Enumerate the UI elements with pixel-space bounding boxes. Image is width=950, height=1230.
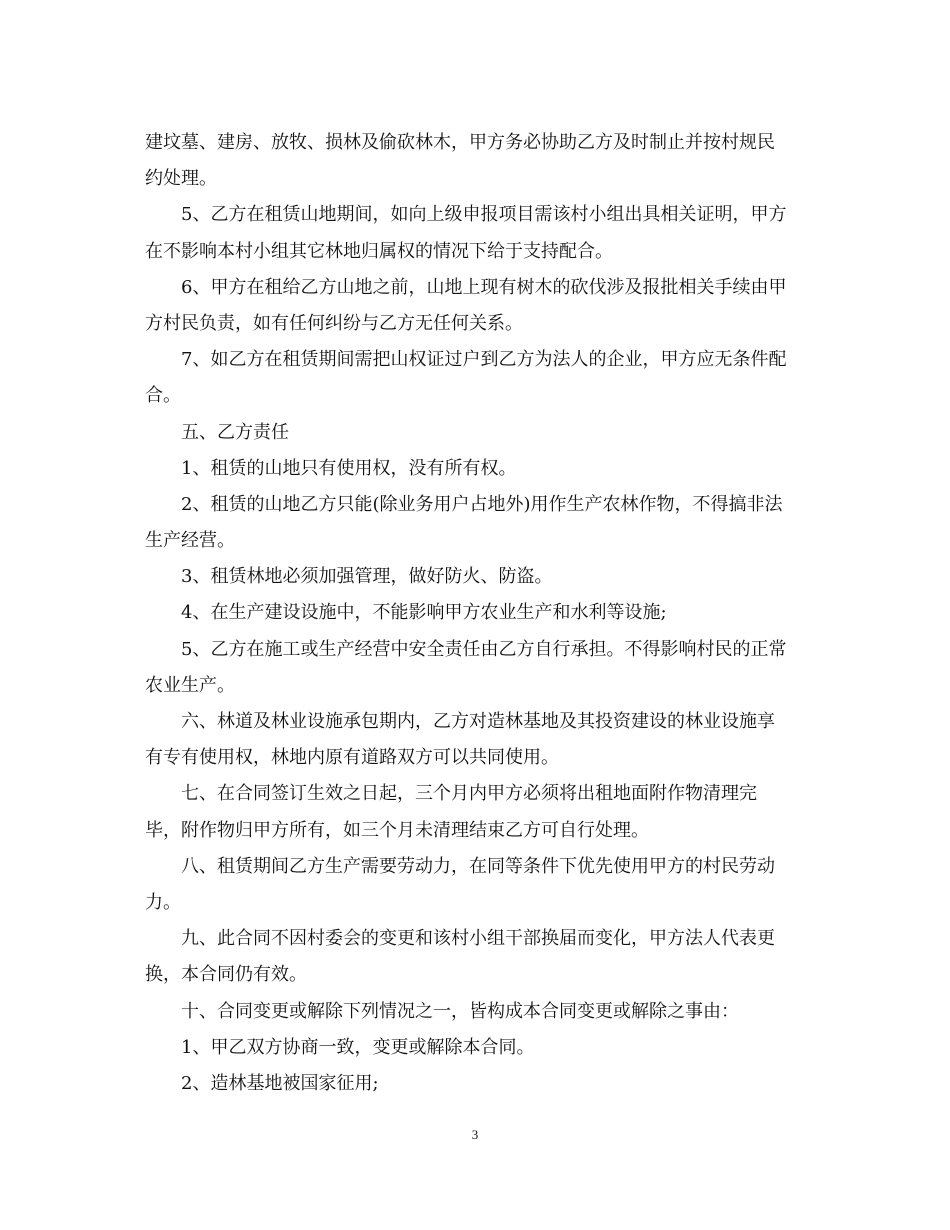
text-line: 1、租赁的山地只有使用权，没有所有权。 — [181, 457, 517, 479]
text-line: 八、租赁期间乙方生产需要劳动力，在同等条件下优先使用甲方的村民劳动 — [181, 855, 775, 877]
page-number: 3 — [471, 1127, 479, 1142]
text-line: 生产经营。 — [145, 530, 235, 552]
document-body — [145, 125, 805, 1102]
text-line: 力。 — [145, 891, 181, 913]
text-line: 五、乙方责任 — [181, 421, 289, 443]
text-line: 约处理。 — [145, 168, 217, 190]
text-line: 九、此合同不因村委会的变更和该村小组干部换届而变化，甲方法人代表更 — [181, 928, 775, 950]
text-line: 7、如乙方在租赁期间需把山权证过户到乙方为法人的企业，甲方应无条件配 — [181, 349, 787, 371]
text-line: 6、甲方在租给乙方山地之前，山地上现有树木的砍伐涉及报批相关手续由甲 — [181, 276, 787, 298]
text-line: 1、甲乙双方协商一致，变更或解除本合同。 — [181, 1036, 535, 1058]
text-line: 十、合同变更或解除下列情况之一，皆构成本合同变更或解除之事由： — [181, 1000, 739, 1022]
text-line: 毕，附作物归甲方所有，如三个月未清理结束乙方可自行处理。 — [145, 819, 649, 841]
text-line: 2、造林基地被国家征用; — [181, 1072, 379, 1094]
text-line: 合。 — [145, 385, 181, 407]
text-line: 在不影响本村小组其它林地归属权的情况下给于支持配合。 — [145, 240, 613, 262]
text-line: 换，本合同仍有效。 — [145, 964, 307, 986]
text-line: 4、在生产建设设施中，不能影响甲方农业生产和水利等设施; — [181, 602, 667, 624]
text-line: 方村民负责，如有任何纠纷与乙方无任何关系。 — [145, 312, 523, 334]
text-line: 有专有使用权，林地内原有道路双方可以共同使用。 — [145, 747, 559, 769]
text-line: 七、在合同签订生效之日起，三个月内甲方必须将出租地面附作物清理完 — [181, 783, 757, 805]
text-line: 2、租赁的山地乙方只能(除业务用户占地外)用作生产农林作物，不得搞非法 — [181, 493, 783, 515]
text-line: 建坟墓、建房、放牧、损林及偷砍林木，甲方务必协助乙方及时制止并按村规民 — [145, 132, 775, 153]
text-line: 六、林道及林业设施承包期内，乙方对造林基地及其投资建设的林业设施享 — [181, 711, 775, 732]
text-line: 3、租赁林地必须加强管理，做好防火、防盗。 — [181, 566, 553, 588]
text-line: 5、乙方在施工或生产经营中安全责任由乙方自行承担。不得影响村民的正常 — [181, 638, 787, 660]
text-line: 5、乙方在租赁山地期间，如向上级申报项目需该村小组出具相关证明，甲方 — [181, 204, 787, 226]
text-line: 农业生产。 — [145, 674, 235, 696]
